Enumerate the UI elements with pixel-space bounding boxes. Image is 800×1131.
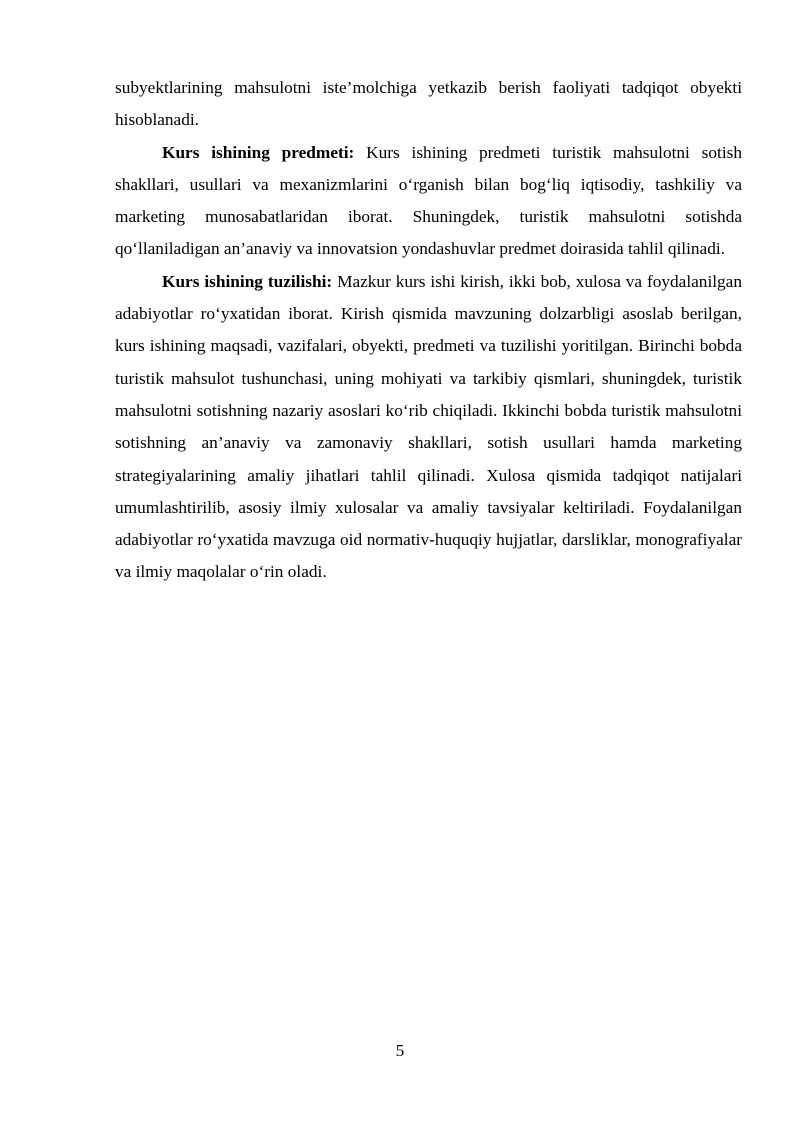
paragraph-heading: Kurs ishining tuzilishi: <box>162 271 333 291</box>
paragraph-structure <box>115 266 742 589</box>
paragraph-text: Mazkur kurs ishi kirish, ikki bob, xulosa va foydalanilgan adabiyotlar ro‘yxatidan iborat. Kirish qismida mavzuning dolzarbligi asoslab berilgan, kurs ishining maqsadi, vazifalari, obyekti, predmeti va tuzilishi yoritilgan. Birinchi bobda turistik mahsulot tushunchasi, uning mohiyati va tarkibiy qismlari, shuningdek, turistik mahsulotni sotishning nazariy asoslari ko‘rib chiqiladi. Ikkinchi bobda turistik mahsulotni sotishning an’anaviy va zamonaviy shakllari, sotish usullari hamda marketing strategiyalarining amaliy jihatlari tahlil qilinadi. Xulosa qismida tadqiqot natijalari umumlashtirilib, asosiy ilmiy xulosalar va amaliy tavsiyalar keltiriladi. Foydalanilgan adabiyotlar ro‘yxatida mavzuga oid normativ-huquqiy hujjatlar, darsliklar, monografiyalar va ilmiy maqolalar o‘rin oladi. <box>115 271 742 582</box>
paragraph-heading: Kurs ishining predmeti: <box>162 142 355 162</box>
paragraph-text: subyektlarining mahsulotni iste’molchiga yetkazib berish faoliyati tadqiqot obyekti hisoblanadi. <box>115 78 742 130</box>
paragraph-subject <box>115 137 742 266</box>
paragraph-continuation <box>115 72 742 137</box>
page-body <box>115 72 742 589</box>
page-number: 5 <box>395 1041 405 1060</box>
paragraph-text: Kurs ishining predmeti turistik mahsulotni sotish shakllari, usullari va mexanizmlarini o‘rganish bilan bog‘liq iqtisodiy, tashkiliy va marketing munosabatlaridan iborat. Shuningdek, turistik mahsulotni sotishda qo‘llaniladigan an’anaviy va innovatsion yondashuvlar predmet doirasida tahlil qilinadi. <box>115 142 742 259</box>
